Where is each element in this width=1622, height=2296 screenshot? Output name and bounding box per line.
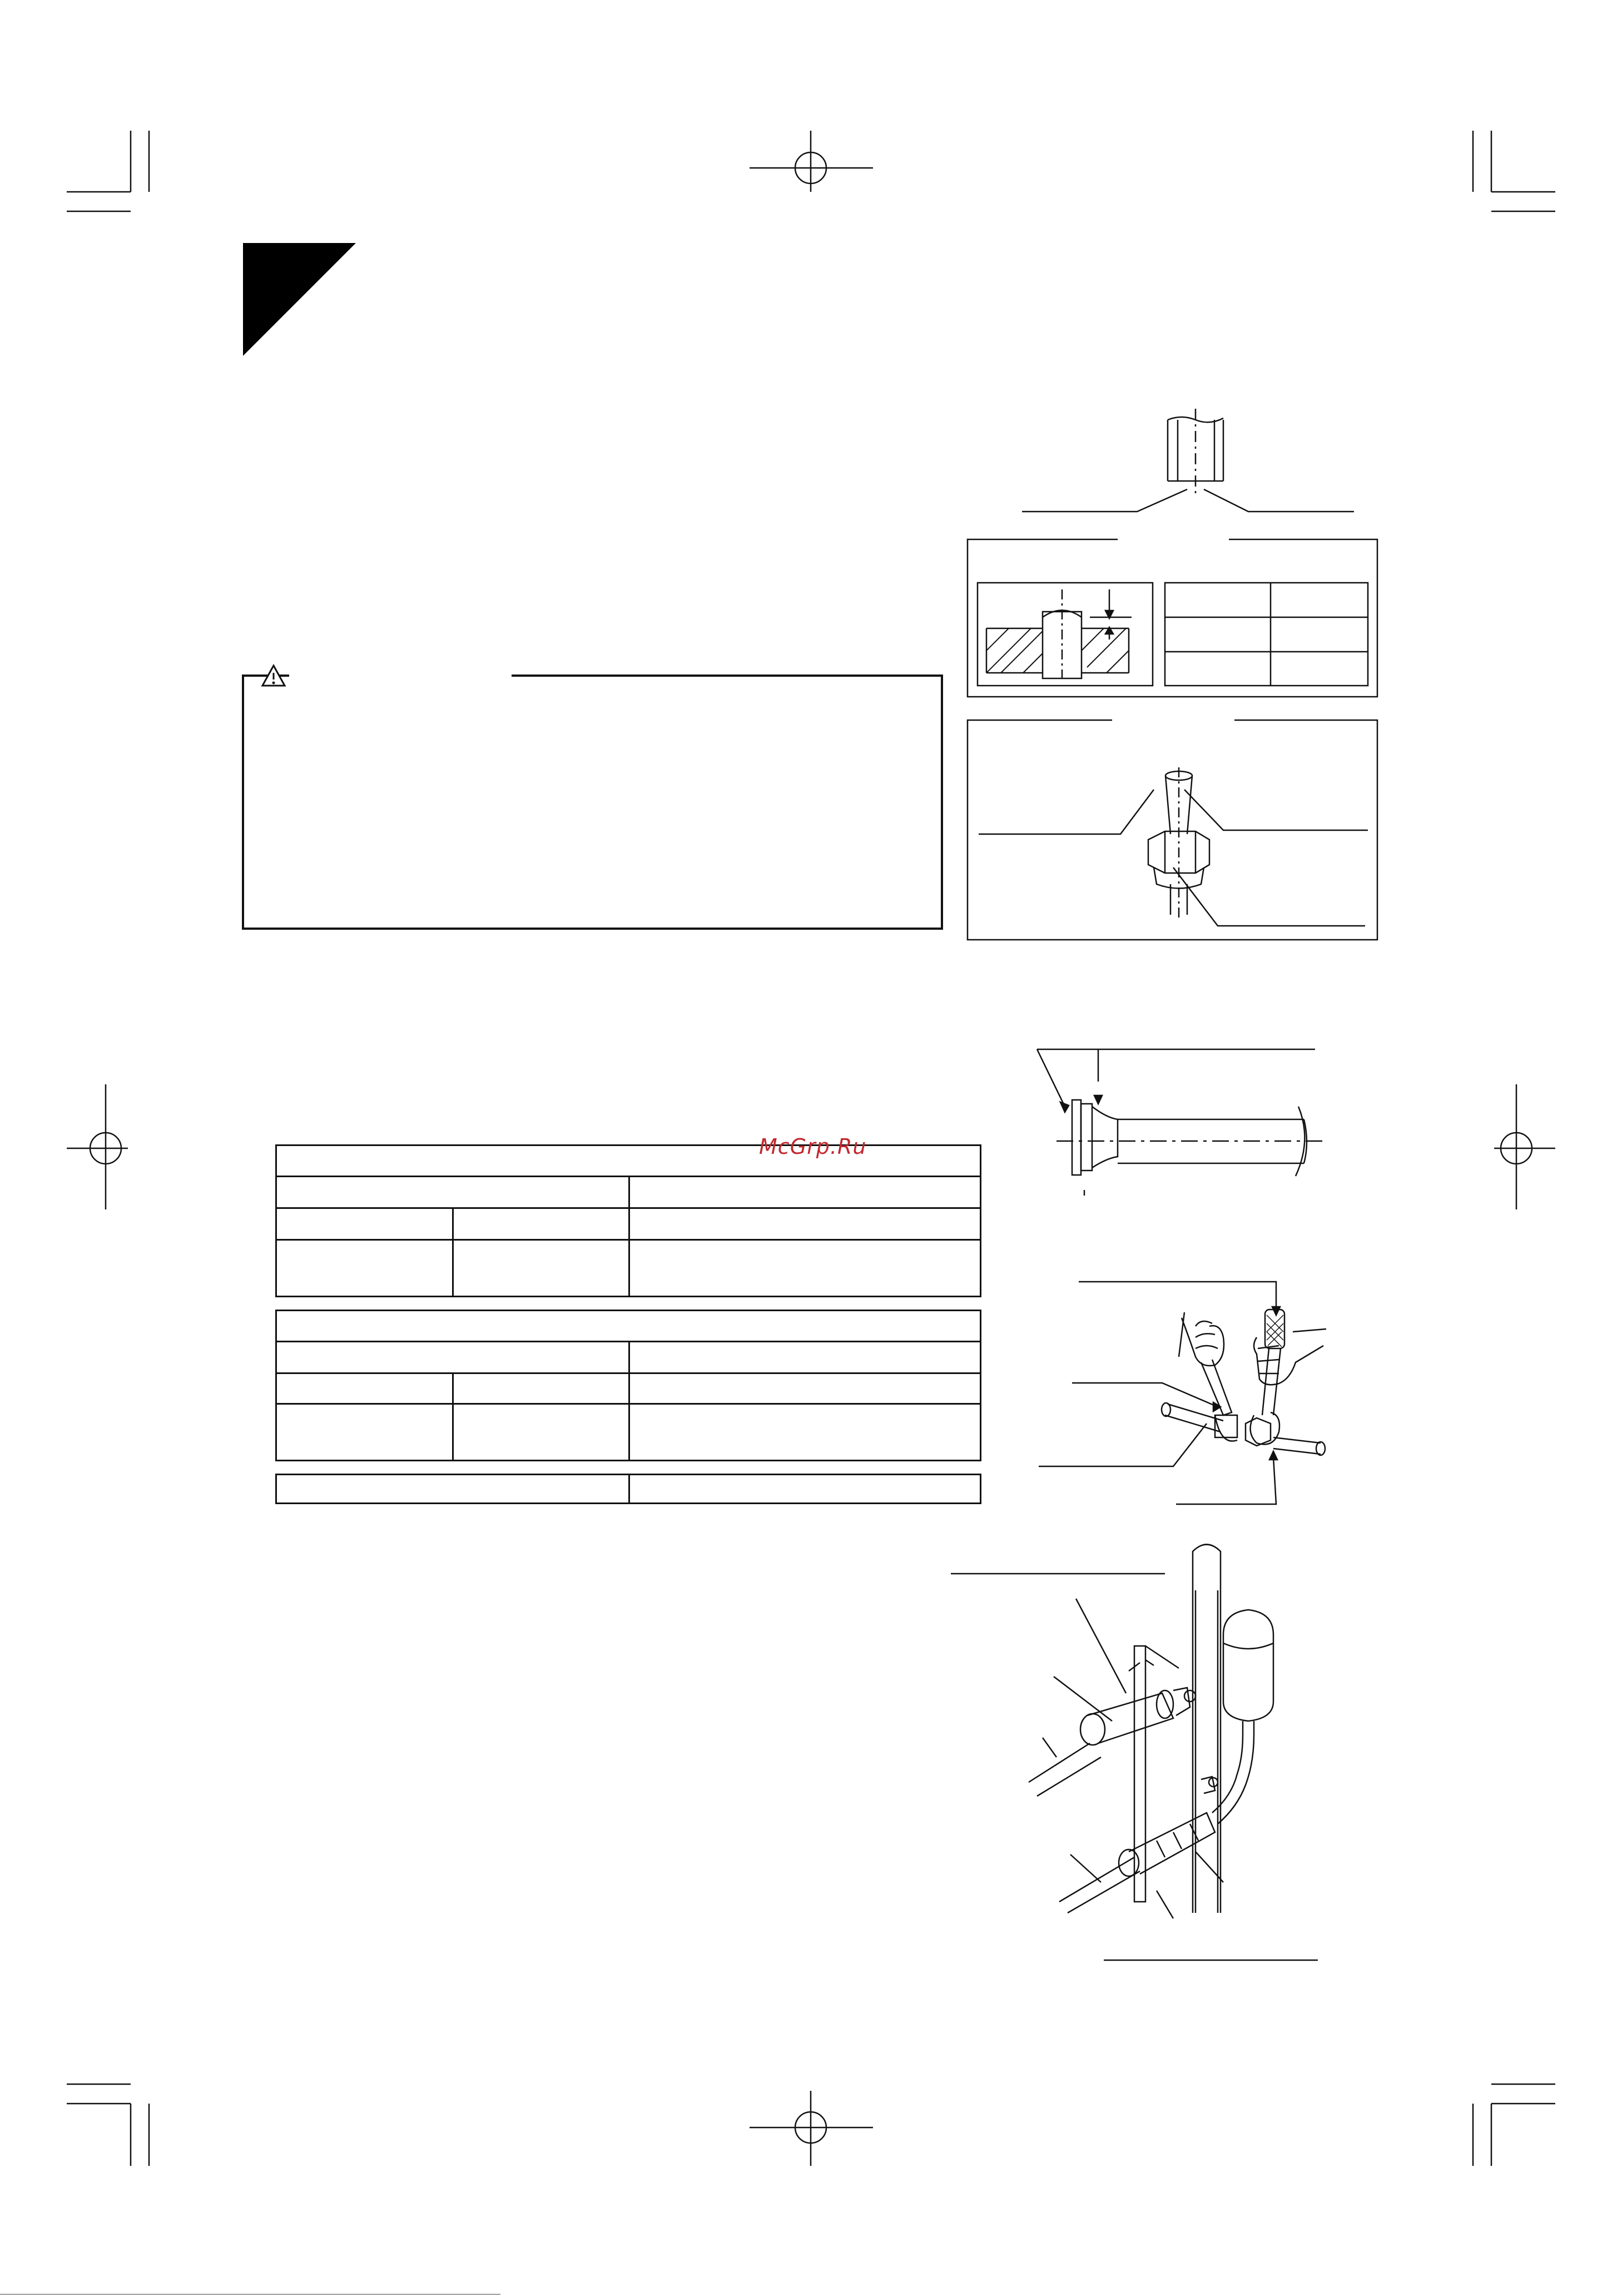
watermark-text: McGrp.Ru — [759, 1134, 867, 1159]
warning-box — [243, 676, 942, 929]
spec-table-2 — [275, 1310, 981, 1461]
pipe-insulation-figure — [951, 1545, 1318, 1961]
flared-pipe-figure — [1037, 1049, 1326, 1196]
flare-dimension-panel — [968, 539, 1377, 697]
flare-nut-panel — [968, 720, 1377, 940]
wrench-figure — [1039, 1282, 1326, 1504]
spec-table-3 — [275, 1474, 981, 1504]
section-corner-marker — [243, 243, 356, 356]
spec-table-1 — [275, 1144, 981, 1297]
pipe-end-figure — [1022, 409, 1354, 512]
page-bottom-rule — [0, 2294, 500, 2295]
